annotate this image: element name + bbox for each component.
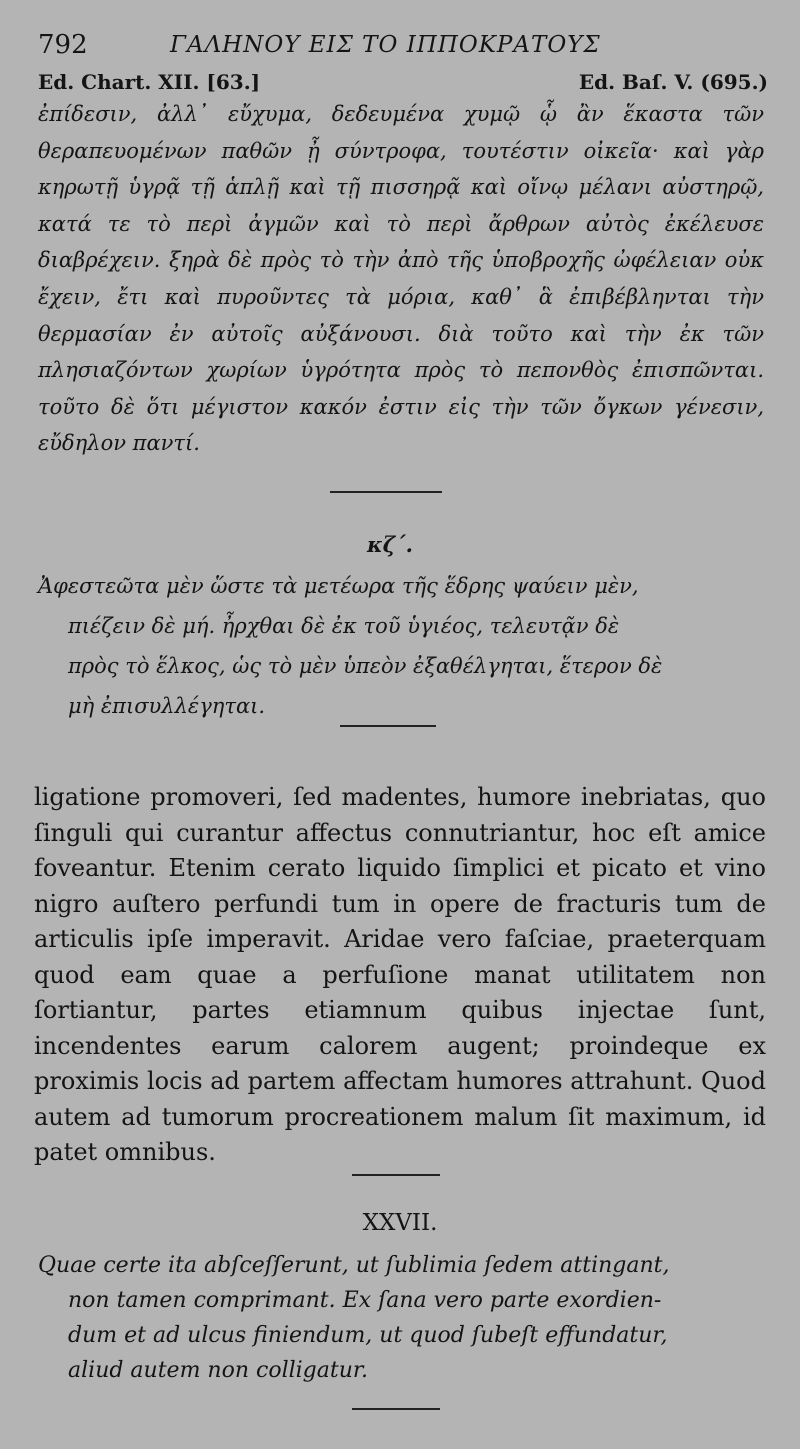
latin-aphorism-line: Quae certe ita abſceſſerunt, ut ſublimia ſedem attingant, [38, 1253, 670, 1278]
section-divider [352, 1174, 440, 1176]
section-divider [340, 725, 436, 727]
greek-aphorism-line: Ἀφεστεῶτα μὲν ὥστε τὰ μετέωρα τῆς ἕδρης ψαύειν μὲν, [38, 574, 639, 598]
greek-commentary-paragraph: ἐπίδεσιν, ἀλλ᾽ εὔχυμα, δεδευμένα χυμῷ ᾧ ἂν ἕκαστα τῶν θεραπευομένων παθῶν ᾖ σύντροφα, τουτέστιν οἰκεῖα· καὶ γὰρ κηρωτῇ ὑγρᾷ τῇ ἁπλῇ καὶ τῇ πισσηρᾷ καὶ οἴνῳ μέλανι αὐστηρῷ, κατά τε τὸ περὶ ἀγμῶν καὶ τὸ περὶ ἄρθρων αὐτὸς ἐκέλευσε διαβρέχειν. ξηρὰ δὲ πρὸς τὸ τὴν ἀπὸ τῆς ὑποβροχῆς ὠφέλειαν οὐκ ἔχειν, ἔτι καὶ πυροῦντες τὰ μόρια, καθ᾽ ἃ ἐπιβέβληνται τὴν θερμασίαν ἐν αὐτοῖς αὐξάνουσι. διὰ τοῦτο καὶ τὴν ἐκ τῶν πλησιαζόντων χωρίων ὑγρότητα πρὸς τὸ πεπονθὸς ἐπισπῶνται. τοῦτο δὲ ὅτι μέγιστον κακόν ἐστιν εἰς τὴν τῶν ὄγκων γένεσιν, εὔδηλον παντί. [38, 102, 764, 456]
greek-aphorism-line: πρὸς τὸ ἕλκος, ὡς τὸ μὲν ὑπεὸν ἐξαθέλγηται, ἕτερον δὲ [68, 654, 663, 678]
running-title: ΓΑΛΗΝΟΥ ΕΙΣ ΤΟ ΙΠΠΟΚΡΑΤΟΥΣ [170, 32, 601, 58]
edition-references [38, 70, 768, 98]
latin-aphorism-line: aliud autem non colligatur. [68, 1358, 368, 1383]
greek-aphorism-line: μὴ ἐπισυλλέγηται. [68, 694, 266, 718]
page-header [38, 30, 768, 64]
edition-chart-ref: Ed. Chart. XII. [63.] [38, 70, 261, 94]
greek-section-number: κζ΄. [367, 532, 413, 557]
greek-aphorism-line: πιέζειν δὲ μή. ἦρχθαι δὲ ἐκ τοῦ ὑγιέος, τελευτᾷν δὲ [68, 614, 620, 638]
edition-basel-ref: Ed. Baſ. V. (695.) [578, 70, 768, 94]
greek-aphorism [38, 566, 764, 726]
latin-section-number: XXVII. [362, 1210, 438, 1236]
latin-commentary-paragraph: ligatione promoveri, ſed madentes, humore inebriatas, quo ſinguli qui curantur affectus connutriantur, hoc eſt amice foveantur. Etenim cerato liquido ſimplici et picato et vino nigro auſtero perfundi tum in opere de fracturis tum de articulis ipſe imperavit. Aridae vero faſciae, praeterquam quod eam quae a perfuſione manat utilitatem non ſortiantur, partes etiamnum quibus injectae ſunt, incendentes earum calorem augent; proindeque ex proximis locis ad partem affectam humores attrahunt. Quod autem ad tumorum procreationem malum ſit maximum, id patet omnibus. [34, 783, 766, 1166]
latin-aphorism-line: dum et ad ulcus finiendum, ut quod ſubeſt effundatur, [68, 1323, 668, 1348]
section-divider [352, 1408, 440, 1410]
page-number: 792 [38, 30, 88, 60]
latin-aphorism-line: non tamen comprimant. Ex ſana vero parte exordien- [68, 1288, 662, 1313]
latin-aphorism [38, 1248, 738, 1388]
section-divider [330, 491, 442, 493]
